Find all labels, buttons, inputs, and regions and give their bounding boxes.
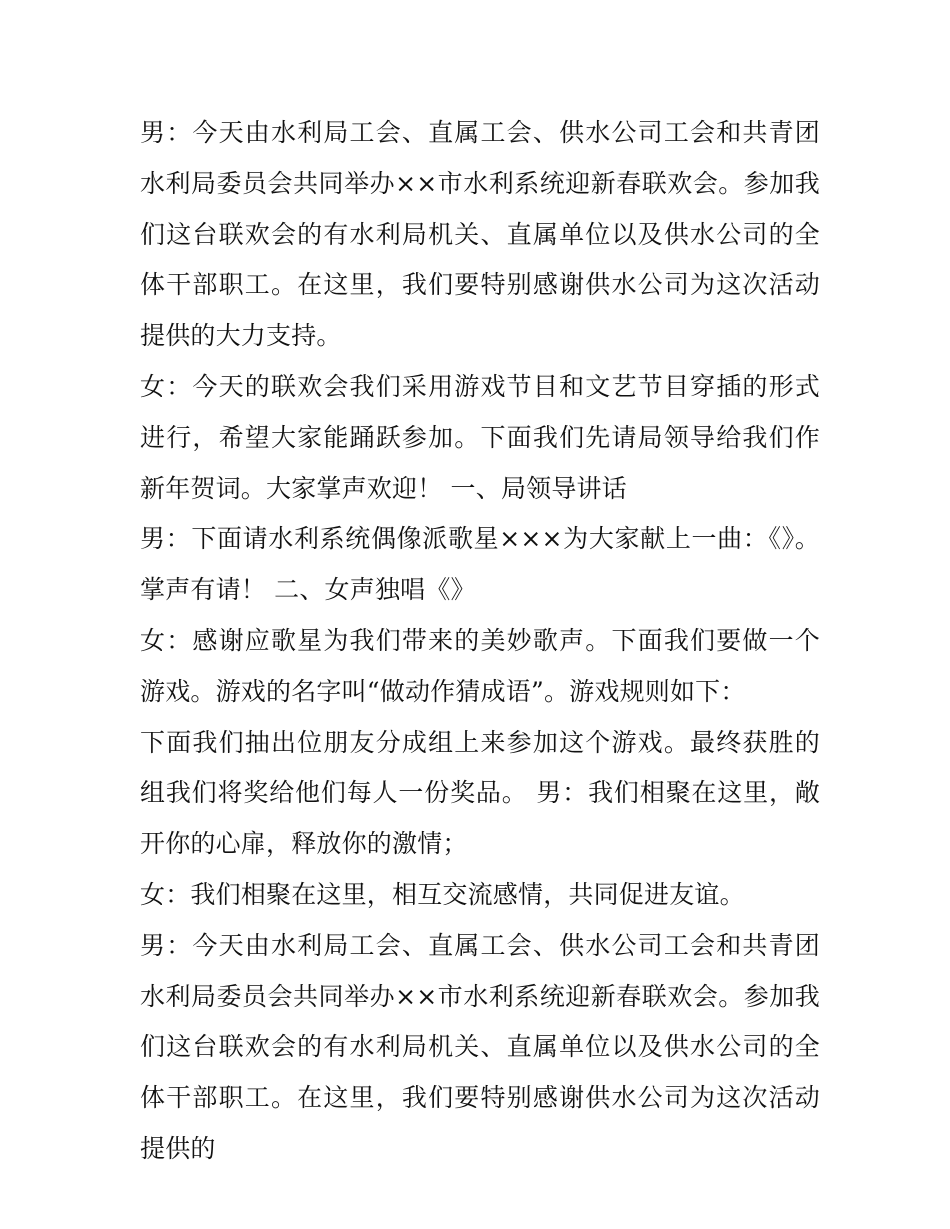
document-body <box>140 108 820 1175</box>
paragraph-1: 男：今天由水利局工会、直属工会、供水公司工会和共青团水利局委员会共同举办××市水利系统迎新春联欢会。参加我们这台联欢会的有水利局机关、直属单位以及供水公司的全体干部职工。在这里，我们要特别感谢供水公司为这次活动提供的大力支持。 <box>140 118 820 351</box>
paragraph-7: 男：今天由水利局工会、直属工会、供水公司工会和共青团水利局委员会共同举办××市水利系统迎新春联欢会。参加我们这台联欢会的有水利局机关、直属单位以及供水公司的全体干部职工。在这里，我们要特别感谢供水公司为这次活动提供的 <box>140 930 820 1163</box>
paragraph-4: 女：感谢应歌星为我们带来的美妙歌声。下面我们要做一个游戏。游戏的名字叫“做动作猜成语”。游戏规则如下： <box>140 625 820 706</box>
paragraph-6: 女：我们相聚在这里，相互交流感情，共同促进友谊。 <box>140 879 745 909</box>
paragraph-2: 女：今天的联欢会我们采用游戏节目和文艺节目穿插的形式进行，希望大家能踊跃参加。下面我们先请局领导给我们作新年贺词。大家掌声欢迎！ 一、局领导讲话 <box>140 371 820 503</box>
paragraph-5: 下面我们抽出位朋友分成组上来参加这个游戏。最终获胜的组我们将奖给他们每人一份奖品。 男：我们相聚在这里，敞开你的心扉，释放你的激情； <box>140 727 820 859</box>
paragraph-3: 男：下面请水利系统偶像派歌星×××为大家献上一曲：《》。掌声有请！ 二、女声独唱《》 <box>140 524 820 605</box>
